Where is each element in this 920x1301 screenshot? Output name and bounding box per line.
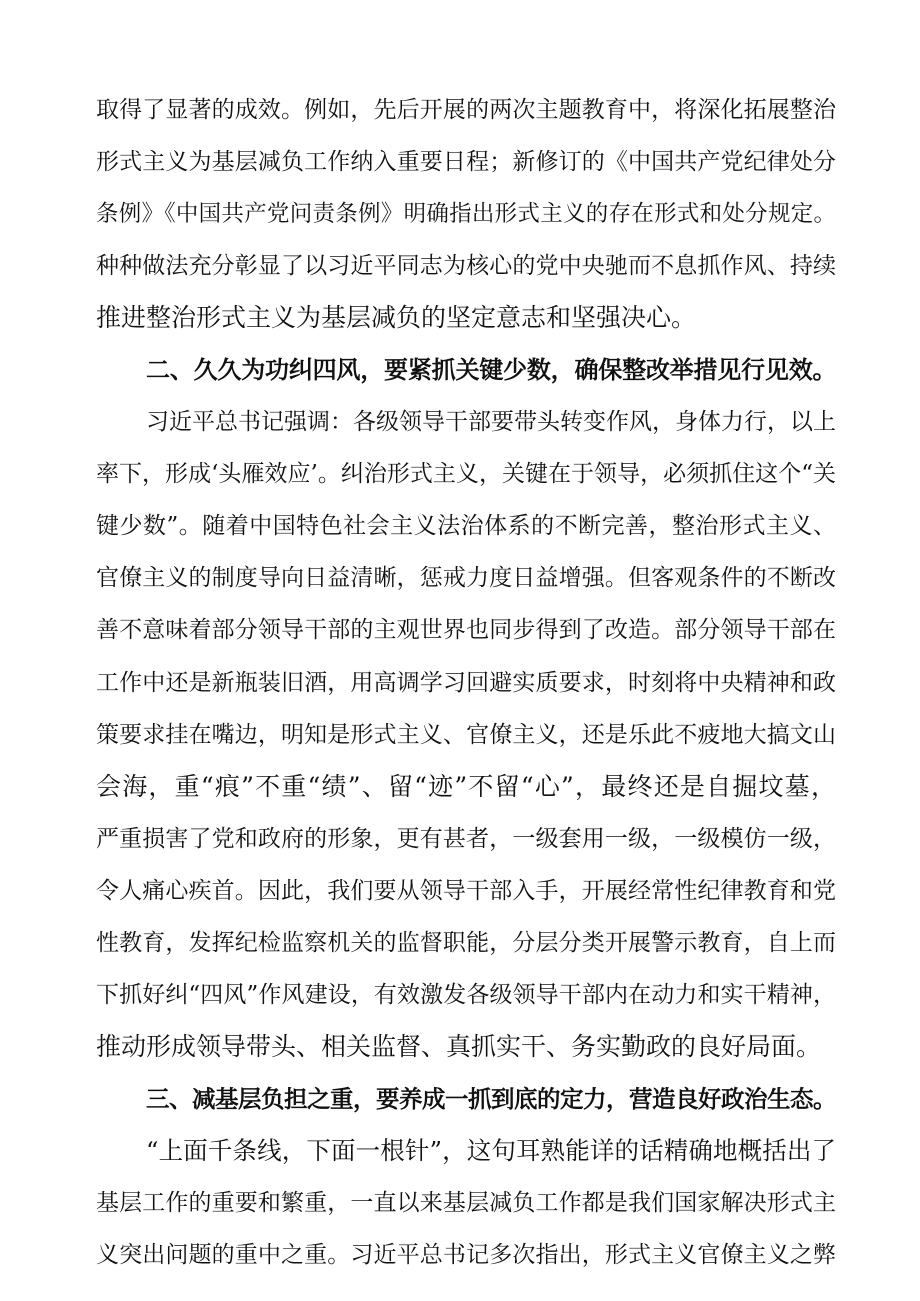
- paragraph-line: 官僚主义的制度导向日益清晰，惩戒力度日益增强。但客观条件的不断改: [96, 565, 836, 591]
- paragraph-line: “上面千条线，下面一根针”，这句耳熟能详的话精确地概括出了: [146, 1136, 836, 1165]
- section-heading-2: 二、久久为功纠四风，要紧抓关键少数，确保整改举措见行见效。: [146, 356, 836, 384]
- paragraph-line: 取得了显著的成效。例如，先后开展的两次主题教育中，将深化拓展整治: [96, 97, 836, 123]
- paragraph-line: 基层工作的重要和繁重，一直以来基层减负工作都是我们国家解决形式主: [96, 1190, 836, 1216]
- paragraph-line: 习近平总书记强调：各级领导干部要带头转变作风，身体力行，以上: [146, 409, 836, 435]
- paragraph-line: 推进整治形式主义为基层减负的坚定意志和坚强决心。: [96, 303, 697, 332]
- paragraph-line: 令人痛心疾首。因此，我们要从领导干部入手，开展经常性纪律教育和党: [96, 878, 836, 904]
- paragraph-line: 性教育，发挥纪检监察机关的监督职能，分层分类开展警示教育，自上而: [96, 930, 836, 956]
- paragraph-line: 推动形成领导带头、相关监督、真抓实干、务实勤政的良好局面。: [96, 1032, 822, 1061]
- paragraph-line: 会海，重“痕”不重“绩”、留“迹”不留“心”，最终还是自掘坟墓，: [96, 772, 836, 801]
- paragraph-line: 严重损害了党和政府的形象，更有甚者，一级套用一级，一级模仿一级，: [96, 826, 836, 852]
- paragraph-line: 策要求挂在嘴边，明知是形式主义、官僚主义，还是乐此不疲地大搞文山: [96, 722, 836, 748]
- paragraph-line: 键少数”。随着中国特色社会主义法治体系的不断完善，整治形式主义、: [96, 513, 836, 539]
- paragraph-line: 条例》《中国共产党问责条例》明确指出形式主义的存在形式和处分规定。: [96, 201, 836, 227]
- paragraph-line: 形式主义为基层减负工作纳入重要日程；新修订的《中国共产党纪律处分: [96, 149, 836, 175]
- section-heading-3: 三、减基层负担之重，要养成一抓到底的定力，营造良好政治生态。: [146, 1085, 836, 1113]
- paragraph-line: 工作中还是新瓶装旧酒，用高调学习回避实质要求，时刻将中央精神和政: [96, 670, 836, 696]
- paragraph-line: 善不意味着部分领导干部的主观世界也同步得到了改造。部分领导干部在: [96, 617, 836, 643]
- paragraph-line: 义突出问题的重中之重。习近平总书记多次指出，形式主义官僚主义之弊: [96, 1242, 836, 1268]
- paragraph-line: 种种做法充分彰显了以习近平同志为核心的党中央驰而不息抓作风、持续: [96, 253, 836, 279]
- paragraph-line: 率下，形成‘头雁效应’。纠治形式主义，关键在于领导，必须抓住这个“关: [96, 461, 836, 487]
- paragraph-line: 下抓好纠“四风”作风建设，有效激发各级领导干部内在动力和实干精神，: [96, 982, 836, 1008]
